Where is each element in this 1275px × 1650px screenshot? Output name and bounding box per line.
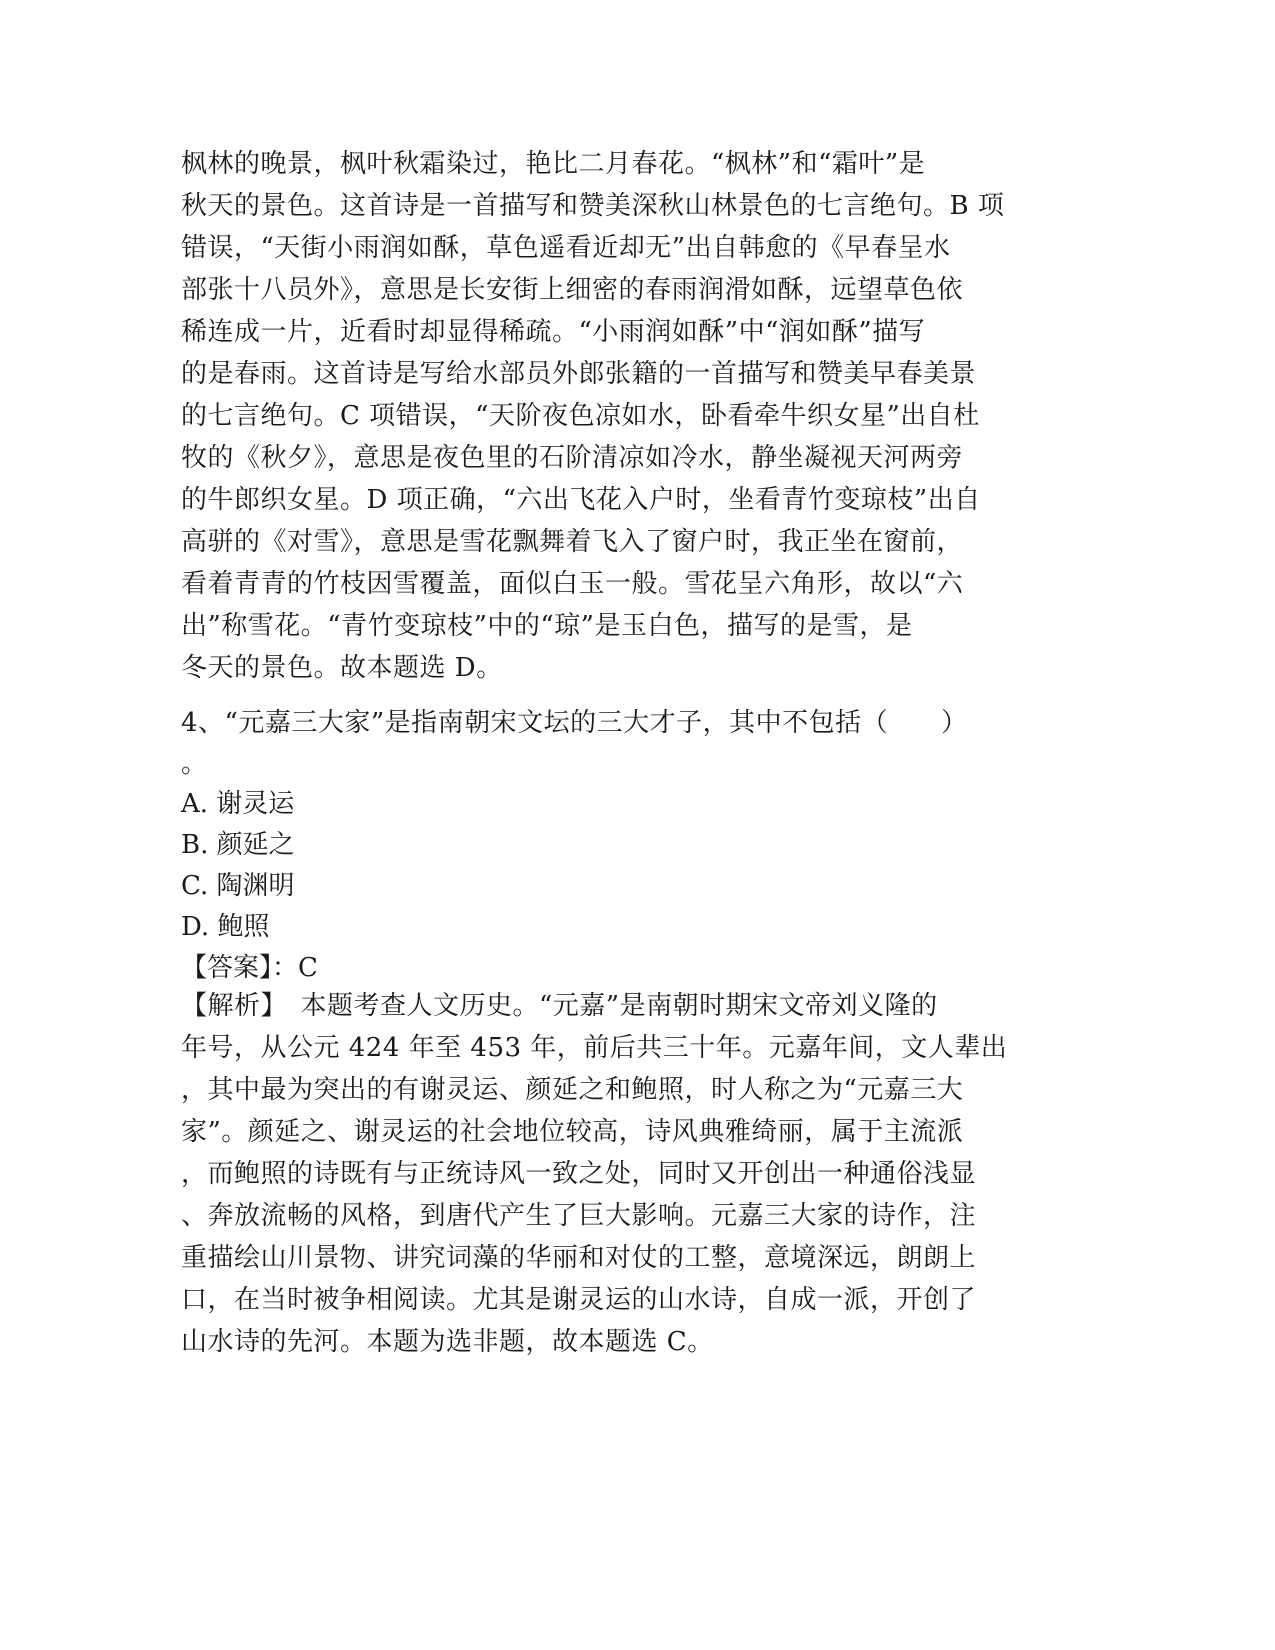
text-line: 山水诗的先河。本题为选非题，故本题选 C。 xyxy=(181,1327,714,1357)
question-4-analysis xyxy=(181,985,1061,1363)
text-line: 看着青青的竹枝因雪覆盖，面似白玉一般。雪花呈六角形，故以“六 xyxy=(181,569,964,599)
text-line: 的七言绝句。C 项错误，“天阶夜色凉如水，卧看牵牛织女星”出自杜 xyxy=(181,401,980,431)
text-line: 部张十八员外》，意思是长安街上细密的春雨润滑如酥，远望草色依 xyxy=(181,275,964,305)
text-line: 牧的《秋夕》，意思是夜色里的石阶清凉如冷水，静坐凝视天河两旁 xyxy=(181,443,964,473)
text-line: ，而鲍照的诗既有与正统诗风一致之处，同时又开创出一种通俗浅显 xyxy=(181,1159,977,1189)
text-line: 家”。颜延之、谢灵运的社会地位较高，诗风典雅绮丽，属于主流派 xyxy=(181,1117,964,1147)
question-stem-continuation: 。 xyxy=(181,749,208,779)
text-line: 高骈的《对雪》，意思是雪花飘舞着飞入了窗户时，我正坐在窗前， xyxy=(181,527,964,557)
question-4 xyxy=(181,702,1061,989)
text-line: 【解析】 本题考查人文历史。“元嘉”是南朝时期宋文帝刘义隆的 xyxy=(181,991,938,1021)
question-stem: 4、“元嘉三大家”是指南朝宋文坛的三大才子，其中不包括（ ） xyxy=(181,708,968,738)
text-line: 重描绘山川景物、讲究词藻的华丽和对仗的工整，意境深远，朗朗上 xyxy=(181,1243,977,1273)
text-line: 秋天的景色。这首诗是一首描写和赞美深秋山林景色的七言绝句。B 项 xyxy=(181,191,1005,221)
option-d: D. 鲍照 xyxy=(181,912,270,942)
text-line: 稀连成一片，近看时却显得稀疏。“小雨润如酥”中“润如酥”描写 xyxy=(181,317,926,347)
text-line: 冬天的景色。故本题选 D。 xyxy=(181,653,503,683)
text-line: 枫林的晚景，枫叶秋霜染过，艳比二月春花。“枫林”和“霜叶”是 xyxy=(181,149,926,179)
text-line: 的是春雨。这首诗是写给水部员外郎张籍的一首描写和赞美早春美景 xyxy=(181,359,977,389)
previous-question-explanation xyxy=(181,143,1061,689)
text-line: 口，在当时被争相阅读。尤其是谢灵运的山水诗，自成一派，开创了 xyxy=(181,1285,977,1315)
text-line: 年号，从公元 424 年至 453 年，前后共三十年。元嘉年间，文人辈出 xyxy=(181,1033,1008,1063)
text-line: 错误，“天街小雨润如酥，草色遥看近却无”出自韩愈的《早春呈水 xyxy=(181,233,951,263)
text-line: 的牛郎织女星。D 项正确，“六出飞花入户时，坐看青竹变琼枝”出自 xyxy=(181,485,981,515)
option-b: B. 颜延之 xyxy=(181,830,295,860)
text-line: 出”称雪花。“青竹变琼枝”中的“琼”是玉白色，描写的是雪，是 xyxy=(181,611,913,641)
option-a: A. 谢灵运 xyxy=(181,789,295,819)
text-line: ，其中最为突出的有谢灵运、颜延之和鲍照，时人称之为“元嘉三大 xyxy=(181,1075,964,1105)
option-c: C. 陶渊明 xyxy=(181,871,295,901)
text-line: 、奔放流畅的风格，到唐代产生了巨大影响。元嘉三大家的诗作，注 xyxy=(181,1201,977,1231)
answer-line: 【答案】：C xyxy=(181,953,318,983)
